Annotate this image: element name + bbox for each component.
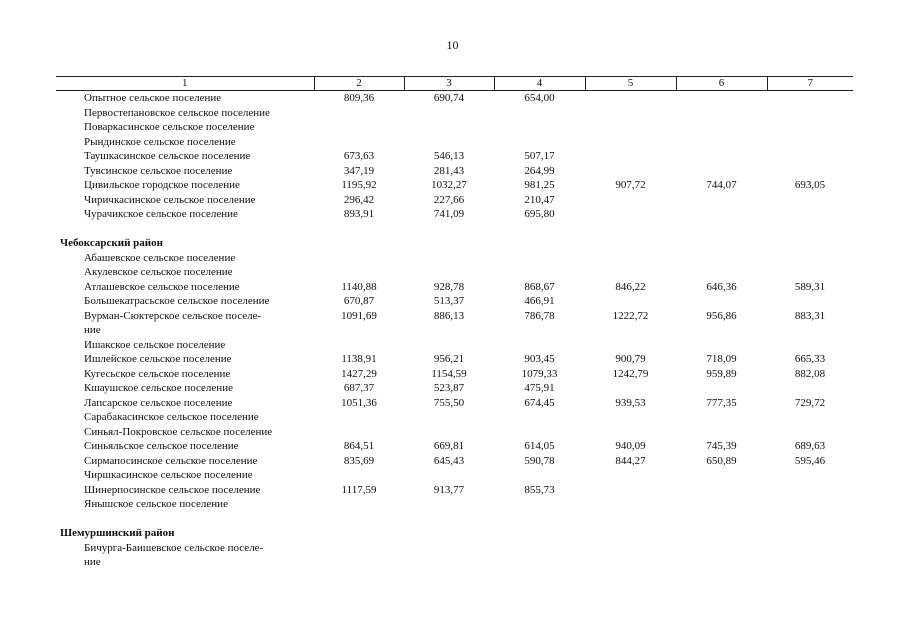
value-cell-col7: [767, 555, 853, 570]
settlement-name: Сарабакасинское сельское поселение: [84, 411, 259, 423]
value-cell-col7: [767, 91, 853, 106]
settlement-name: Чиршкасинское сельское поселение: [84, 469, 253, 481]
table-row: [56, 541, 853, 556]
value-cell-col2: 670,87: [343, 295, 375, 307]
value-cell-col6: 959,89: [706, 367, 737, 380]
value-cell-col7: [767, 338, 853, 353]
table-body: [56, 91, 853, 570]
value-cell-col4: [494, 106, 585, 121]
value-cell-col4: [494, 497, 585, 512]
value-cell-col3: [404, 135, 494, 150]
value-cell-col2: 687,37: [343, 382, 375, 394]
value-cell-col5: 1222,72: [612, 309, 649, 322]
column-number-row: [56, 77, 853, 91]
settlement-name: Кугесьское сельское поселение: [84, 367, 231, 380]
value-cell-col4: 654,00: [524, 92, 555, 104]
value-cell-col7: 693,05: [794, 179, 826, 191]
value-cell-col3: 928,78: [433, 280, 465, 293]
value-cell-col2: 296,42: [343, 193, 375, 206]
district-heading: Чебоксарский район: [60, 237, 163, 249]
settlement-name: Янышское сельское поселение: [84, 498, 228, 510]
value-cell-col7: [767, 497, 853, 512]
value-cell-col4: [494, 468, 585, 483]
value-cell-col6: [676, 91, 767, 106]
value-cell-col4: [494, 425, 585, 440]
value-cell-col3: 1032,27: [431, 179, 467, 191]
value-cell-col5: [585, 497, 676, 512]
value-cell-col7: 589,31: [794, 280, 826, 293]
column-header: 4: [494, 77, 585, 91]
value-cell-col3: [404, 323, 494, 338]
settlement-name: Бичурга-Баишевское сельское поселе-: [84, 541, 264, 554]
table-row: [56, 497, 853, 512]
value-cell-col4: 210,47: [524, 193, 555, 206]
column-header: 5: [585, 77, 676, 91]
settlement-name: ние: [84, 556, 101, 568]
value-cell-col5: [585, 381, 676, 396]
value-cell-col6: [676, 120, 767, 135]
value-cell-col3: 546,13: [433, 150, 465, 162]
value-cell-col5: 1242,79: [612, 367, 649, 380]
value-cell-col7: [767, 164, 853, 179]
value-cell-col7: [767, 265, 853, 280]
value-cell-col2: 1117,59: [341, 483, 377, 496]
value-cell-col6: [676, 106, 767, 121]
value-cell-col2: [314, 497, 404, 512]
value-cell-col6: 956,86: [706, 309, 737, 322]
value-cell-col7: 883,31: [794, 309, 826, 322]
district-heading-row: [56, 236, 853, 251]
value-cell-col2: 893,91: [343, 208, 375, 220]
value-cell-col4: 868,67: [524, 280, 555, 293]
settlement-name: ние: [84, 324, 101, 336]
value-cell-col3: [404, 425, 494, 440]
page-number: 10: [446, 38, 459, 52]
value-cell-col3: [404, 497, 494, 512]
value-cell-col2: 1091,69: [341, 309, 377, 322]
value-cell-col6: 745,39: [706, 440, 737, 452]
value-cell-col3: [404, 468, 494, 483]
value-cell-col7: 689,63: [794, 440, 826, 452]
table-row: [56, 338, 853, 353]
value-cell-col3: 645,43: [433, 454, 465, 467]
value-cell-col6: [676, 164, 767, 179]
table-row: [56, 352, 853, 367]
data-table: [56, 76, 853, 570]
value-cell-col5: [585, 468, 676, 483]
value-cell-col4: 614,05: [524, 440, 555, 452]
value-cell-col7: [767, 106, 853, 121]
value-cell-col3: [404, 555, 494, 570]
value-cell-col6: [676, 555, 767, 570]
table-row: [56, 193, 853, 208]
value-cell-col7: 665,33: [794, 353, 826, 365]
table-row: [56, 178, 853, 193]
value-cell-col3: 956,21: [433, 353, 465, 365]
value-cell-col6: [676, 323, 767, 338]
table-row: [56, 135, 853, 150]
value-cell-col4: 855,73: [524, 483, 555, 496]
value-cell-col5: [585, 149, 676, 164]
settlement-name: Синьяльское сельское поселение: [84, 440, 239, 452]
table-row: [56, 91, 853, 106]
value-cell-col4: [494, 410, 585, 425]
value-cell-col2: 809,36: [343, 92, 375, 104]
value-cell-col5: 900,79: [615, 353, 646, 365]
value-cell-col6: 744,07: [706, 179, 737, 191]
value-cell-col4: 695,80: [524, 208, 555, 220]
table-row: [56, 164, 853, 179]
value-cell-col3: 281,43: [433, 164, 465, 177]
value-cell-col6: [676, 193, 767, 208]
settlement-name: Чурачикское сельское поселение: [84, 208, 238, 220]
table-row: [56, 555, 853, 570]
column-header: 6: [676, 77, 767, 91]
settlement-name: Опытное сельское поселение: [84, 92, 222, 104]
value-cell-col4: 264,99: [524, 164, 555, 177]
table-row: [56, 381, 853, 396]
value-cell-col5: [585, 164, 676, 179]
settlement-name: Ишакское сельское поселение: [84, 338, 226, 351]
value-cell-col6: [676, 251, 767, 266]
value-cell-col5: 846,22: [615, 280, 646, 293]
value-cell-col2: [314, 135, 404, 150]
value-cell-col4: [494, 135, 585, 150]
value-cell-col6: [676, 338, 767, 353]
table-row: [56, 120, 853, 135]
value-cell-col6: 646,36: [706, 280, 737, 293]
value-cell-col2: [314, 468, 404, 483]
value-cell-col2: 1140,88: [341, 280, 377, 293]
value-cell-col6: [676, 149, 767, 164]
spacer-row: [56, 222, 853, 237]
settlement-name: Абашевское сельское поселение: [84, 251, 236, 264]
settlement-name: Тувсинское сельское поселение: [84, 164, 233, 177]
value-cell-col3: 741,09: [433, 208, 465, 220]
value-cell-col4: 475,91: [524, 382, 555, 394]
value-cell-col7: [767, 207, 853, 222]
value-cell-col7: [767, 410, 853, 425]
value-cell-col4: 507,17: [524, 150, 555, 162]
value-cell-col7: 882,08: [794, 367, 826, 380]
value-cell-col2: [314, 120, 404, 135]
table-row: [56, 454, 853, 469]
value-cell-col5: [585, 106, 676, 121]
column-header: 7: [767, 77, 853, 91]
value-cell-col3: 1154,59: [431, 367, 467, 380]
value-cell-col3: 669,81: [433, 440, 465, 452]
value-cell-col2: [314, 541, 404, 556]
value-cell-col7: 595,46: [794, 454, 826, 467]
value-cell-col3: [404, 251, 494, 266]
column-header: 3: [404, 77, 494, 91]
value-cell-col5: [585, 555, 676, 570]
value-cell-col2: 1138,91: [341, 353, 377, 365]
value-cell-col6: [676, 381, 767, 396]
value-cell-col6: [676, 541, 767, 556]
value-cell-col2: [314, 425, 404, 440]
district-heading-row: [56, 526, 853, 541]
value-cell-col2: [314, 555, 404, 570]
value-cell-col5: 844,27: [615, 454, 646, 467]
settlement-name: Лапсарское сельское поселение: [84, 396, 233, 409]
settlement-name: Атлашевское сельское поселение: [84, 280, 240, 293]
value-cell-col5: [585, 338, 676, 353]
table-row: [56, 265, 853, 280]
table-row: [56, 280, 853, 295]
table-row: [56, 309, 853, 324]
value-cell-col5: [585, 193, 676, 208]
value-cell-col5: [585, 425, 676, 440]
spacer-cell: [56, 222, 853, 237]
value-cell-col7: [767, 135, 853, 150]
value-cell-col5: [585, 207, 676, 222]
value-cell-col5: [585, 265, 676, 280]
settlement-name: Поваркасинское сельское поселение: [84, 121, 255, 133]
settlement-name: Рындинское сельское поселение: [84, 135, 236, 148]
column-header: 1: [56, 77, 314, 91]
value-cell-col5: [585, 541, 676, 556]
value-cell-col2: 673,63: [343, 150, 375, 162]
value-cell-col6: [676, 468, 767, 483]
value-cell-col5: [585, 294, 676, 309]
value-cell-col3: [404, 265, 494, 280]
settlement-name: Ишлейское сельское поселение: [84, 353, 232, 365]
value-cell-col3: 227,66: [433, 193, 465, 206]
value-cell-col2: [314, 338, 404, 353]
value-cell-col4: [494, 338, 585, 353]
spacer-row: [56, 512, 853, 527]
value-cell-col3: [404, 120, 494, 135]
value-cell-col3: 690,74: [433, 92, 465, 104]
value-cell-col6: [676, 207, 767, 222]
value-cell-col2: [314, 410, 404, 425]
table-row: [56, 439, 853, 454]
value-cell-col4: 674,45: [524, 396, 555, 409]
value-cell-col6: [676, 294, 767, 309]
value-cell-col2: 1195,92: [341, 179, 377, 191]
value-cell-col5: [585, 251, 676, 266]
value-cell-col2: [314, 323, 404, 338]
value-cell-col6: [676, 265, 767, 280]
table-row: [56, 149, 853, 164]
value-cell-col4: [494, 541, 585, 556]
table-row: [56, 396, 853, 411]
value-cell-col3: 913,77: [433, 483, 465, 496]
table-row: [56, 367, 853, 382]
settlement-name: Большекатрасьское сельское поселение: [84, 295, 270, 307]
value-cell-col6: [676, 425, 767, 440]
value-cell-col7: [767, 468, 853, 483]
value-cell-col5: 939,53: [615, 396, 646, 409]
table-row: [56, 294, 853, 309]
value-cell-col6: 650,89: [706, 454, 737, 467]
value-cell-col7: [767, 323, 853, 338]
settlement-name: Шинерпосинское сельское поселение: [84, 483, 261, 496]
value-cell-col7: [767, 381, 853, 396]
table-row: [56, 323, 853, 338]
settlement-name: Таушкасинское сельское поселение: [84, 150, 251, 162]
value-cell-col5: [585, 323, 676, 338]
value-cell-col4: [494, 265, 585, 280]
value-cell-col7: [767, 483, 853, 498]
table-row: [56, 410, 853, 425]
value-cell-col4: [494, 555, 585, 570]
value-cell-col3: [404, 541, 494, 556]
settlement-name: Кшаушское сельское поселение: [84, 382, 233, 394]
table-row: [56, 425, 853, 440]
value-cell-col4: 981,25: [524, 179, 555, 191]
value-cell-col5: [585, 120, 676, 135]
value-cell-col7: [767, 541, 853, 556]
value-cell-col5: [585, 483, 676, 498]
table-row: [56, 468, 853, 483]
value-cell-col3: [404, 106, 494, 121]
value-cell-col4: 466,91: [524, 295, 555, 307]
settlement-name: Сирмапосинское сельское поселение: [84, 454, 258, 467]
settlement-name: Первостепановское сельское поселение: [84, 106, 270, 119]
value-cell-col2: [314, 251, 404, 266]
value-cell-col4: 903,45: [524, 353, 555, 365]
settlement-name: Акулевское сельское поселение: [84, 266, 233, 278]
value-cell-col7: [767, 294, 853, 309]
value-cell-col4: 1079,33: [521, 367, 558, 380]
value-cell-col3: 755,50: [433, 396, 465, 409]
value-cell-col7: [767, 251, 853, 266]
table-row: [56, 483, 853, 498]
value-cell-col2: [314, 265, 404, 280]
value-cell-col6: [676, 410, 767, 425]
value-cell-col7: [767, 149, 853, 164]
value-cell-col5: [585, 91, 676, 106]
value-cell-col3: 523,87: [433, 382, 465, 394]
value-cell-col5: 940,09: [615, 440, 646, 452]
settlement-name: Синьял-Покровское сельское поселение: [84, 425, 273, 438]
value-cell-col4: [494, 251, 585, 266]
value-cell-col2: 864,51: [343, 440, 375, 452]
value-cell-col4: 590,78: [524, 454, 555, 467]
value-cell-col2: [314, 106, 404, 121]
value-cell-col6: [676, 497, 767, 512]
value-cell-col2: 1051,36: [341, 396, 377, 409]
value-cell-col6: 777,35: [706, 396, 737, 409]
value-cell-col7: [767, 120, 853, 135]
value-cell-col4: 786,78: [524, 309, 555, 322]
value-cell-col2: 347,19: [343, 164, 375, 177]
settlement-name: Вурман-Сюктерское сельское поселе-: [84, 309, 262, 322]
table-row: [56, 106, 853, 121]
column-header: 2: [314, 77, 404, 91]
table-row: [56, 207, 853, 222]
spacer-cell: [56, 512, 853, 527]
value-cell-col3: 513,37: [433, 295, 465, 307]
value-cell-col7: 729,72: [794, 396, 826, 409]
table-row: [56, 251, 853, 266]
value-cell-col2: 1427,29: [341, 367, 377, 380]
value-cell-col7: [767, 425, 853, 440]
value-cell-col6: 718,09: [706, 353, 737, 365]
settlement-name: Цивильское городское поселение: [84, 179, 240, 191]
district-heading: Шемуршинский район: [60, 527, 175, 539]
value-cell-col6: [676, 135, 767, 150]
value-cell-col3: [404, 410, 494, 425]
settlement-name: Чиричкасинское сельское поселение: [84, 193, 256, 206]
value-cell-col5: [585, 410, 676, 425]
value-cell-col7: [767, 193, 853, 208]
value-cell-col4: [494, 323, 585, 338]
value-cell-col4: [494, 120, 585, 135]
value-cell-col6: [676, 483, 767, 498]
value-cell-col3: [404, 338, 494, 353]
value-cell-col2: 835,69: [343, 454, 375, 467]
value-cell-col5: [585, 135, 676, 150]
value-cell-col3: 886,13: [433, 309, 465, 322]
value-cell-col5: 907,72: [615, 179, 646, 191]
